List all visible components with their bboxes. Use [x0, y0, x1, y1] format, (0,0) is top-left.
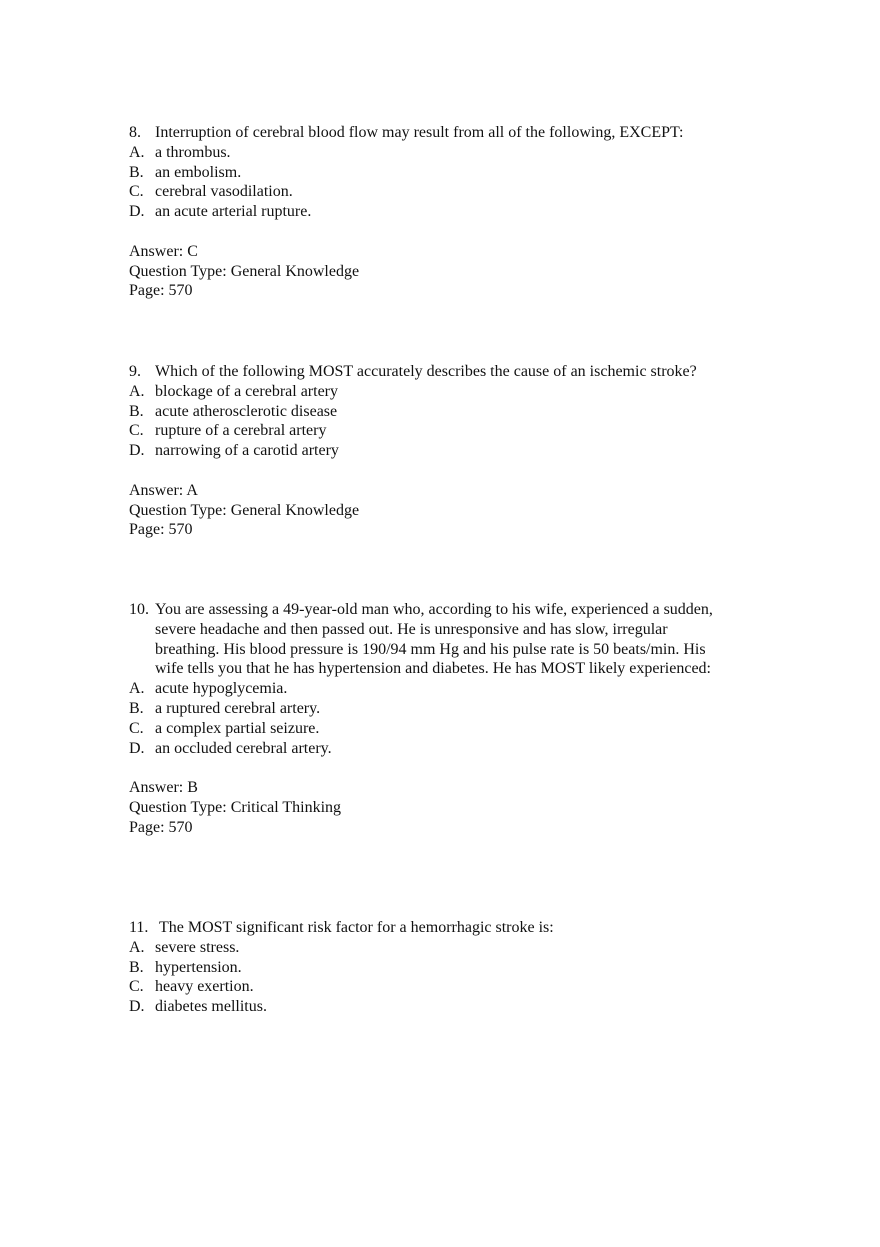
option-text: an embolism. — [155, 163, 242, 181]
option-text: acute atherosclerotic disease — [155, 402, 338, 420]
option-b — [129, 163, 769, 183]
page-reference-line: Page: 570 — [129, 521, 193, 539]
question-number: 11. — [129, 919, 149, 936]
option-c — [129, 182, 769, 202]
option-letter: C. — [129, 422, 144, 440]
answer-block — [129, 481, 769, 540]
option-letter: A. — [129, 938, 145, 956]
option-b — [129, 699, 769, 719]
question-number: 9. — [129, 363, 141, 380]
option-text: narrowing of a carotid artery — [155, 442, 339, 460]
question-9 — [129, 362, 769, 540]
question-stem — [129, 600, 769, 679]
option-text: acute hypoglycemia. — [155, 680, 288, 698]
question-stem — [129, 918, 769, 938]
option-letter: C. — [129, 183, 144, 201]
question-stem — [129, 123, 769, 143]
option-d — [129, 441, 769, 461]
option-letter: B. — [129, 958, 144, 976]
question-type-line: Question Type: Critical Thinking — [129, 798, 342, 816]
option-a — [129, 382, 769, 402]
option-b — [129, 402, 769, 422]
question-10 — [129, 600, 769, 838]
option-text: a thrombus. — [155, 143, 231, 161]
option-letter: D. — [129, 739, 145, 757]
option-b — [129, 958, 769, 978]
option-text: hypertension. — [155, 958, 242, 976]
option-text: an occluded cerebral artery. — [155, 739, 332, 757]
option-letter: A. — [129, 143, 145, 161]
question-number: 8. — [129, 124, 141, 141]
option-a — [129, 143, 769, 163]
option-letter: D. — [129, 203, 145, 221]
option-c — [129, 719, 769, 739]
question-stem — [129, 362, 769, 382]
option-text: a ruptured cerebral artery. — [155, 699, 321, 717]
question-text: Which of the following MOST accurately describes the cause of an ischemic stroke? — [155, 363, 697, 380]
option-letter: B. — [129, 402, 144, 420]
option-letter: A. — [129, 382, 145, 400]
question-8 — [129, 123, 769, 301]
option-letter: B. — [129, 699, 144, 717]
option-text: heavy exertion. — [155, 978, 254, 996]
option-a — [129, 679, 769, 699]
answer-block — [129, 778, 769, 837]
option-text: cerebral vasodilation. — [155, 183, 293, 201]
option-text: rupture of a cerebral artery — [155, 422, 327, 440]
option-d — [129, 202, 769, 222]
option-letter: C. — [129, 978, 144, 996]
option-letter: A. — [129, 680, 145, 698]
question-type-line: Question Type: General Knowledge — [129, 262, 360, 280]
page-reference-line: Page: 570 — [129, 282, 193, 300]
page-reference-line: Page: 570 — [129, 818, 193, 836]
answer-block — [129, 242, 769, 301]
question-type-line: Question Type: General Knowledge — [129, 501, 360, 519]
option-text: diabetes mellitus. — [155, 998, 267, 1016]
option-text: severe stress. — [155, 938, 240, 956]
question-text: The MOST significant risk factor for a hemorrhagic stroke is: — [159, 919, 554, 936]
option-letter: B. — [129, 163, 144, 181]
option-a — [129, 938, 769, 958]
question-11 — [129, 918, 769, 1017]
question-number: 10. — [129, 601, 149, 618]
option-d — [129, 739, 769, 759]
option-letter: C. — [129, 719, 144, 737]
option-text: blockage of a cerebral artery — [155, 382, 338, 400]
answer-line: Answer: C — [129, 242, 198, 260]
answer-line: Answer: B — [129, 779, 198, 797]
option-text: a complex partial seizure. — [155, 719, 320, 737]
option-c — [129, 421, 769, 441]
question-text: Interruption of cerebral blood flow may result from all of the following, EXCEPT: — [155, 124, 684, 141]
answer-line: Answer: A — [129, 481, 198, 499]
option-d — [129, 997, 769, 1017]
option-c — [129, 977, 769, 997]
option-text: an acute arterial rupture. — [155, 203, 312, 221]
option-letter: D. — [129, 442, 145, 460]
question-text: You are assessing a 49-year-old man who, according to his wife, experienced a sudden, severe headache and then passed out. He is unresponsive and has slow, irregular breathing. His blood pressure is 190/94 mm Hg and his pulse rate is 50 beats/min. His wife tells you that he has hypertension and diabetes. He has MOST likely experienced: — [155, 601, 713, 678]
option-letter: D. — [129, 998, 145, 1016]
